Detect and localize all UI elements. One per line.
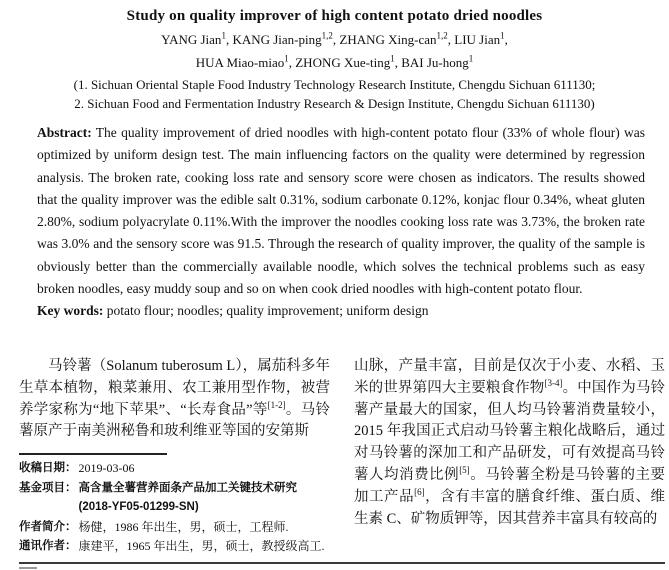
author-name: LIU Jian	[454, 32, 501, 47]
affiliation-2: 2. Sichuan Food and Fermentation Industry Research & Design Institute, Chengdu Sichuan 611130)	[74, 96, 595, 111]
footnote-fund-project	[19, 479, 330, 518]
footnote-corresponding-author	[19, 537, 330, 557]
body-text: 。马铃薯全粉是马铃薯的主要加工产品	[354, 466, 666, 505]
citation-ref: [6]	[414, 486, 425, 497]
footnote-value: 2019-03-06	[78, 461, 135, 476]
author-superscript: 1	[468, 53, 474, 64]
footnotes-block	[19, 453, 330, 557]
body-columns	[19, 356, 665, 557]
footnote-separator-rule	[19, 453, 167, 455]
author-name: HUA Miao-miao	[195, 54, 285, 70]
paper-header	[0, 7, 669, 113]
left-column	[19, 356, 330, 557]
author-name: KANG Jian-ping	[232, 32, 322, 47]
footnote-received-date	[19, 459, 330, 479]
author-superscript: 1	[390, 53, 395, 64]
body-text: 。马铃薯原产于南美洲秘鲁和玻利维亚等国的安第斯	[19, 401, 330, 440]
page-bottom-rule	[19, 562, 665, 564]
footnote-label: 通讯作者：	[19, 540, 77, 553]
affiliation-1: (1. Sichuan Oriental Staple Food Industry Technology Research Institute, Chengdu Sichuan 611130;	[73, 77, 596, 92]
body-text: 山脉，产量丰富，目前是仅次于小麦、水稻、玉米的世界第四大主要粮食作物	[354, 358, 665, 396]
affiliations	[0, 75, 669, 113]
author-superscript: 1	[284, 53, 289, 64]
body-paragraph-left	[19, 356, 330, 443]
author-separator: ,	[288, 54, 296, 70]
abstract-label: Abstract:	[37, 125, 92, 140]
author-name: BAI Ju-hong	[401, 54, 469, 70]
body-paragraph-right	[354, 356, 665, 530]
keywords-line	[37, 300, 645, 322]
body-text: 马铃薯（Solanum tuberosum L），属茄科多年生草本植物，粮菜兼用、农工兼用型作物，被营养学家称为“地下苹果”、“长寿食品”等	[19, 358, 330, 418]
footnote-value: 康建平，1965 年出生，男，硕士，教授级高工.	[78, 539, 325, 554]
abstract-paragraph	[37, 122, 645, 300]
body-text: 。中国作为马铃薯产量最大的国家，但人均马铃薯消费量较小，2015 年我国正式启动马铃薯主粮化战略后，通过对马铃薯的深加工和产品研发，可有效提高马铃薯人均消费比例	[354, 379, 666, 483]
footnote-label: 基金项目：	[19, 481, 77, 494]
author-name: ZHONG Xue-ting	[295, 54, 391, 70]
footnote-value: 杨健，1986 年出生，男，硕士，工程师.	[78, 519, 289, 534]
author-line-2	[0, 55, 669, 72]
right-column	[354, 356, 665, 557]
author-separator: ,	[504, 32, 508, 47]
body-text: ，含有丰富的膳食纤维、蛋白质、维生素 C、矿物质钾等，因其营养丰富具有较高的	[354, 488, 666, 527]
author-separator: ,	[447, 32, 455, 47]
author-name: YANG Jian	[161, 32, 222, 47]
keywords-text: potato flour; noodles; quality improvement; uniform design	[103, 303, 429, 319]
paper-title: Study on quality improver of high content potato dried noodles	[126, 8, 543, 24]
author-superscript: 1,2	[436, 30, 448, 41]
footnote-label: 作者简介：	[19, 520, 77, 533]
author-superscript: 1,2	[321, 30, 333, 41]
author-line-1	[0, 32, 669, 49]
author-separator: ,	[225, 32, 233, 47]
citation-ref: [1-2]	[267, 399, 286, 410]
footnote-label: 收稿日期：	[19, 462, 77, 475]
author-superscript: 1	[500, 30, 505, 41]
citation-ref: [3-4]	[544, 377, 563, 388]
author-superscript: 1	[221, 30, 226, 41]
author-separator: ,	[394, 54, 402, 70]
author-name: ZHANG Xing-can	[339, 32, 437, 47]
footnote-author-bio	[19, 518, 330, 538]
citation-ref: [5]	[459, 465, 470, 476]
keywords-label: Key words:	[37, 303, 104, 319]
abstract-text: The quality improvement of dried noodles with high-content potato flour (33% of whole flour) was optimized by uniform design test. The main influencing factors on the quality were determined by regression analysis. The broken rate, cooking loss rate and sensory score were chosen as indicators. The results showed that the quality improver was the edible salt 0.31%, sodium carbonate 0.12%, konjac flour 0.34%, wheat gluten 2.80%, sodium polyacrylate 0.11%.With the improver the noodles cooking loss rate was 3.73%, the broken rate was 3.0% and the sensory score was 91.5. Through the research of quality improver, the quality of the sample is obviously better than the commercially available noodle, which solves the technical problems such as easy broken noodles, easy muddy soup and so on when cook dried noodles with high-content potato flour.	[37, 125, 645, 297]
footnote-value: 高含量全薯营养面条产品加工关键技术研究 (2018-YF05-01299-SN)	[78, 481, 297, 514]
abstract-block	[37, 122, 645, 323]
author-separator: ,	[332, 32, 340, 47]
page-bottom-tick	[19, 567, 37, 569]
